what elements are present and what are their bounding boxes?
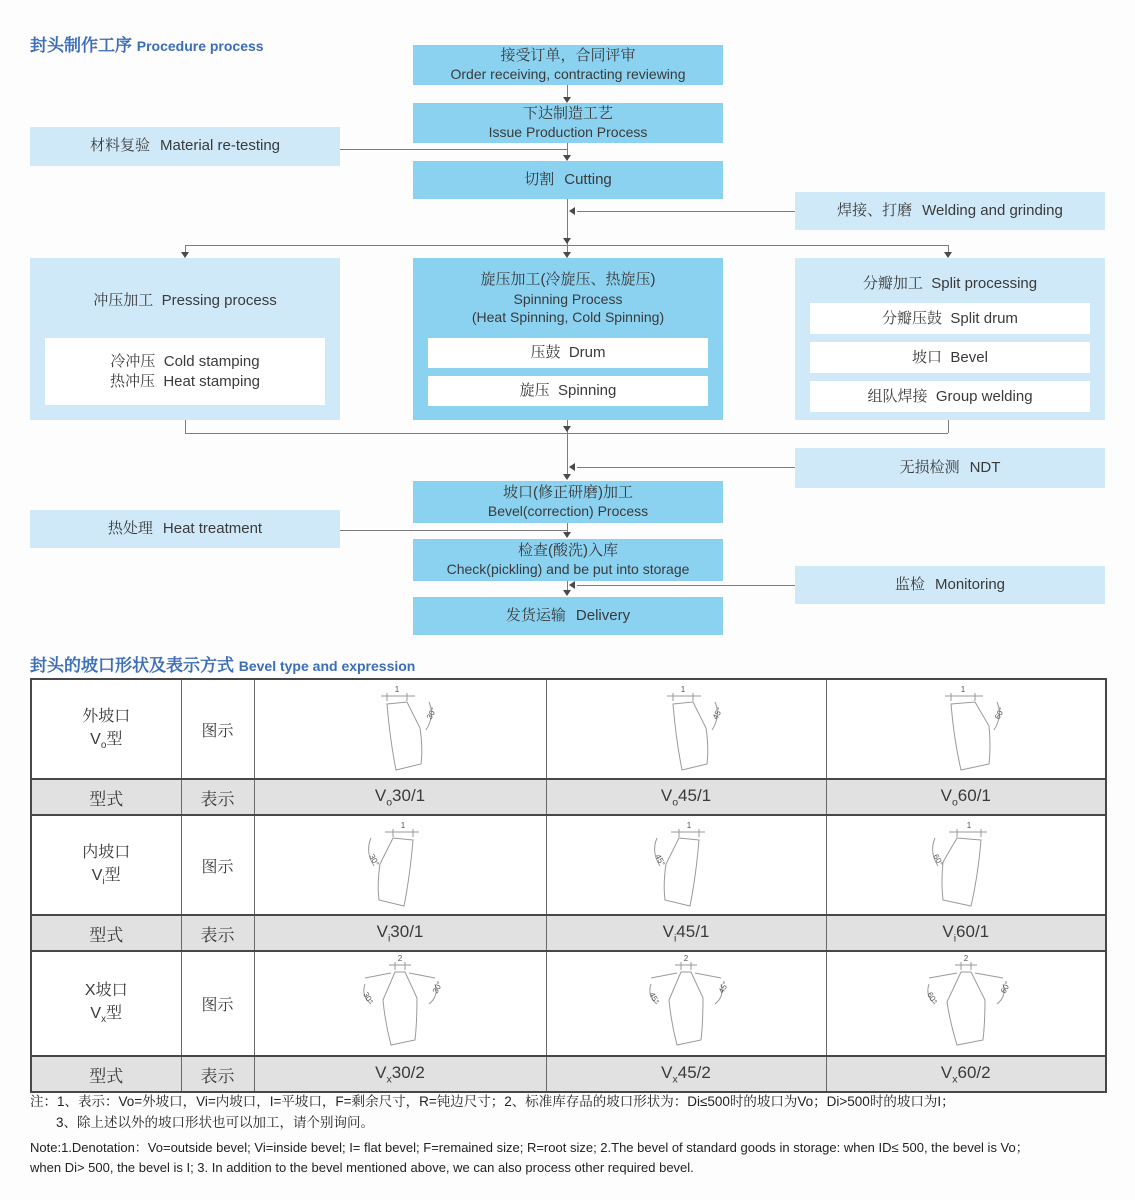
flow-node-pressing: [30, 258, 340, 420]
bevel-diagram-vx30: [254, 951, 546, 1056]
type-label: 型式: [31, 915, 181, 951]
flow-node-drum-en: Drum: [568, 344, 606, 362]
svg-text:60°: 60°: [992, 706, 1007, 721]
section2-title: [30, 651, 415, 676]
flow-node-material-en: Material re-testing: [159, 137, 281, 155]
flow-node-issue-en: Issue Production Process: [488, 123, 648, 140]
connector-line: [567, 245, 568, 252]
connector-line: [340, 149, 567, 150]
expr-label: 表示: [181, 1056, 254, 1092]
flow-node-order-en: Order receiving, contracting reviewing: [450, 65, 686, 82]
connector-line: [948, 245, 949, 252]
note-en-line2: when Di> 500, the bevel is I; 3. In addition to the bevel mentioned above, we can also process other required bevel.: [30, 1159, 694, 1175]
flow-node-pressing-zh: 冲压加工: [93, 292, 154, 309]
flow-node-bevel: [810, 342, 1090, 373]
table-row: [31, 915, 1106, 951]
svg-text:1: 1: [966, 821, 971, 830]
flow-node-check-zh: 检查(酸洗)入库: [518, 541, 618, 559]
bevel-diagram-vo60: [826, 679, 1106, 779]
group-label-vx: X坡口 $V_x$型: [31, 951, 181, 1056]
bevel-diagram-vo45: [546, 679, 826, 779]
flow-node-spin-zh: 旋压: [519, 382, 550, 400]
flow-node-material-zh: 材料复验: [89, 137, 150, 155]
connector-line: [948, 420, 949, 433]
section1-title-en: Procedure process: [136, 38, 264, 54]
diagram-label: 图示: [181, 679, 254, 779]
bevel-code-vx60: $V_x60/2$: [826, 1056, 1106, 1092]
flow-node-spinning: [413, 258, 723, 420]
svg-text:45°: 45°: [653, 852, 667, 868]
flow-node-heat-stamping-en: Heat stamping: [163, 372, 261, 390]
flow-node-ndt-zh: 无损检测: [899, 458, 960, 476]
arrow-down-icon: [563, 590, 571, 596]
arrow-down-icon: [563, 97, 571, 103]
connector-line: [577, 585, 795, 586]
bevel-code-vi45: $V_i45/1$: [546, 915, 826, 951]
bevel-diagram-vo30: [254, 679, 546, 779]
flow-node-split-drum-en: Split drum: [950, 309, 1018, 327]
svg-text:30°: 30°: [361, 990, 375, 1006]
connector-line: [185, 245, 186, 252]
arrow-down-icon: [563, 532, 571, 538]
flow-node-monitoring: [795, 566, 1105, 604]
bevel-diagram-vx60: [826, 951, 1106, 1056]
flow-node-issue: [413, 103, 723, 143]
flow-node-split-en: Split processing: [931, 275, 1038, 292]
svg-text:30°: 30°: [430, 980, 445, 995]
flow-node-check-en: Check(pickling) and be put into storage: [446, 560, 690, 577]
table-row: [31, 951, 1106, 1056]
note-zh-line1: 注：1、表示：Vo=外坡口，Vi=内坡口，I=平坡口，F=剩余尺寸，R=钝边尺寸；2、标准库存品的坡口形状为：Di≤500时的坡口为Vo；Di>500时的坡口为I；: [30, 1094, 955, 1109]
svg-text:45°: 45°: [710, 706, 725, 721]
group-label-vo: 外坡口 $V_o$型: [31, 679, 181, 779]
svg-text:1: 1: [394, 685, 400, 694]
bevel-code-vo30: $V_o30/1$: [254, 779, 546, 815]
flow-node-spinning-en2: (Heat Spinning, Cold Spinning): [471, 308, 665, 325]
flow-node-spinning-en1: Spinning Process: [513, 290, 623, 307]
svg-text:45°: 45°: [647, 990, 661, 1006]
flow-node-issue-zh: 下达制造工艺: [522, 104, 613, 122]
flow-node-monitoring-zh: 监检: [894, 575, 925, 593]
bevel-code-vo45: $V_o45/1$: [546, 779, 826, 815]
flow-node-delivery: [413, 597, 723, 635]
table-row: [31, 1056, 1106, 1092]
section2-title-zh: 封头的坡口形状及表示方式: [30, 656, 234, 675]
bevel-diagram-vi45: [546, 815, 826, 915]
flow-node-split-drum: [810, 303, 1090, 334]
flow-node-cutting-en: Cutting: [564, 170, 612, 188]
flow-node-heat-treatment-zh: 热处理: [107, 519, 153, 537]
svg-text:1: 1: [400, 821, 406, 830]
table-row: [31, 815, 1106, 915]
flow-node-order-zh: 接受订单，合同评审: [500, 46, 636, 64]
flow-node-split-drum-zh: 分瓣压鼓: [882, 309, 943, 327]
svg-text:30°: 30°: [424, 706, 439, 721]
arrow-down-icon: [563, 426, 571, 432]
flow-node-group-welding-en: Group welding: [935, 387, 1033, 405]
connector-line: [577, 467, 795, 468]
table-row: [31, 679, 1106, 779]
section1-title: [30, 31, 264, 56]
flow-node-group-welding: [810, 381, 1090, 412]
arrow-down-icon: [181, 252, 189, 258]
diagram-label: 图示: [181, 951, 254, 1056]
flow-node-cutting: [413, 161, 723, 199]
svg-text:1: 1: [960, 685, 965, 694]
svg-text:1: 1: [680, 685, 686, 694]
bevel-code-vi60: $V_i60/1$: [826, 915, 1106, 951]
flow-node-heat-stamping-zh: 热冲压: [109, 372, 155, 390]
svg-text:30°: 30°: [367, 852, 381, 868]
type-label: 型式: [31, 779, 181, 815]
svg-text:60°: 60°: [924, 990, 939, 1006]
flow-node-bevel-correction-zh: 坡口(修正研磨)加工: [503, 483, 633, 501]
flow-node-spin-en: Spinning: [557, 382, 617, 400]
flow-node-heat-treatment: [30, 510, 340, 548]
connector-line: [577, 211, 795, 212]
note-zh-line2: 3、除上述以外的坡口形状也可以加工，请个别询问。: [56, 1114, 375, 1130]
flow-node-heat-treatment-en: Heat treatment: [162, 519, 263, 537]
connector-line: [185, 420, 186, 433]
arrow-down-icon: [563, 252, 571, 258]
table-row: [31, 779, 1106, 815]
flow-node-welding: [795, 192, 1105, 230]
flow-node-cold-stamping-en: Cold stamping: [163, 353, 260, 370]
section1-title-zh: 封头制作工序: [30, 36, 132, 55]
type-label: 型式: [31, 1056, 181, 1092]
flow-node-delivery-zh: 发货运输: [505, 606, 566, 624]
diagram-label: 图示: [181, 815, 254, 915]
bevel-code-vo60: $V_o60/1$: [826, 779, 1106, 815]
arrow-down-icon: [563, 155, 571, 161]
flow-node-spinning-zh: 旋压加工(冷旋压、热旋压): [480, 271, 656, 288]
flow-node-material: [30, 127, 340, 166]
arrow-down-icon: [563, 474, 571, 480]
bevel-table: [30, 678, 1107, 1093]
flow-node-bevel-en: Bevel: [950, 348, 988, 366]
flow-node-ndt: [795, 448, 1105, 488]
flow-node-welding-zh: 焊接、打磨: [837, 201, 913, 219]
flow-node-split: [795, 258, 1105, 420]
flow-node-check: [413, 539, 723, 581]
svg-text:2: 2: [683, 954, 689, 963]
note-en-line1: Note:1.Denotation：Vo=outside bevel; Vi=inside bevel; I= flat bevel; F=remained size; R=root size; 2.The bevel of standard goods in storage: when ID≤ 500, the bevel is Vo；: [30, 1140, 1029, 1155]
flow-node-order: [413, 45, 723, 85]
flow-node-bevel-zh: 坡口: [912, 348, 943, 366]
arrow-down-icon: [563, 238, 571, 244]
flow-node-ndt-en: NDT: [969, 458, 1001, 476]
svg-text:60°: 60°: [998, 980, 1013, 995]
svg-text:2: 2: [963, 954, 968, 963]
flow-node-monitoring-en: Monitoring: [934, 575, 1006, 593]
arrow-left-icon: [569, 207, 575, 215]
arrow-down-icon: [944, 252, 952, 258]
notes-chinese: [30, 1092, 1115, 1134]
flow-node-pressing-en: Pressing process: [161, 292, 277, 309]
svg-text:45°: 45°: [716, 980, 731, 995]
bevel-code-vx30: $V_x30/2$: [254, 1056, 546, 1092]
bevel-code-vi30: $V_i30/1$: [254, 915, 546, 951]
flow-node-split-zh: 分瓣加工: [862, 275, 923, 292]
flow-node-welding-en: Welding and grinding: [922, 201, 1063, 219]
flow-node-stamping-list: [45, 338, 325, 405]
bevel-diagram-vi60: [826, 815, 1106, 915]
svg-text:60°: 60°: [930, 852, 945, 868]
svg-text:1: 1: [686, 821, 692, 830]
flow-node-spin: [428, 376, 708, 406]
connector-line: [340, 530, 567, 531]
flow-node-cutting-zh: 切割: [524, 170, 555, 188]
flow-node-bevel-correction-en: Bevel(correction) Process: [487, 502, 649, 519]
flow-node-group-welding-zh: 组队焊接: [867, 387, 928, 405]
flow-node-bevel-correction: [413, 481, 723, 523]
section2-title-en: Bevel type and expression: [238, 658, 416, 674]
expr-label: 表示: [181, 779, 254, 815]
group-label-vi: 内坡口 $V_i$型: [31, 815, 181, 915]
expr-label: 表示: [181, 915, 254, 951]
arrow-left-icon: [569, 463, 575, 471]
notes-english: [30, 1138, 1115, 1177]
bevel-diagram-vx45: [546, 951, 826, 1056]
flow-node-drum: [428, 338, 708, 368]
svg-text:2: 2: [397, 954, 403, 963]
bevel-diagram-vi30: [254, 815, 546, 915]
bevel-code-vx45: $V_x45/2$: [546, 1056, 826, 1092]
flow-node-drum-zh: 压鼓: [530, 344, 561, 362]
flow-node-delivery-en: Delivery: [575, 606, 631, 624]
arrow-left-icon: [569, 581, 575, 589]
flow-node-cold-stamping-zh: 冷冲压: [110, 353, 156, 370]
